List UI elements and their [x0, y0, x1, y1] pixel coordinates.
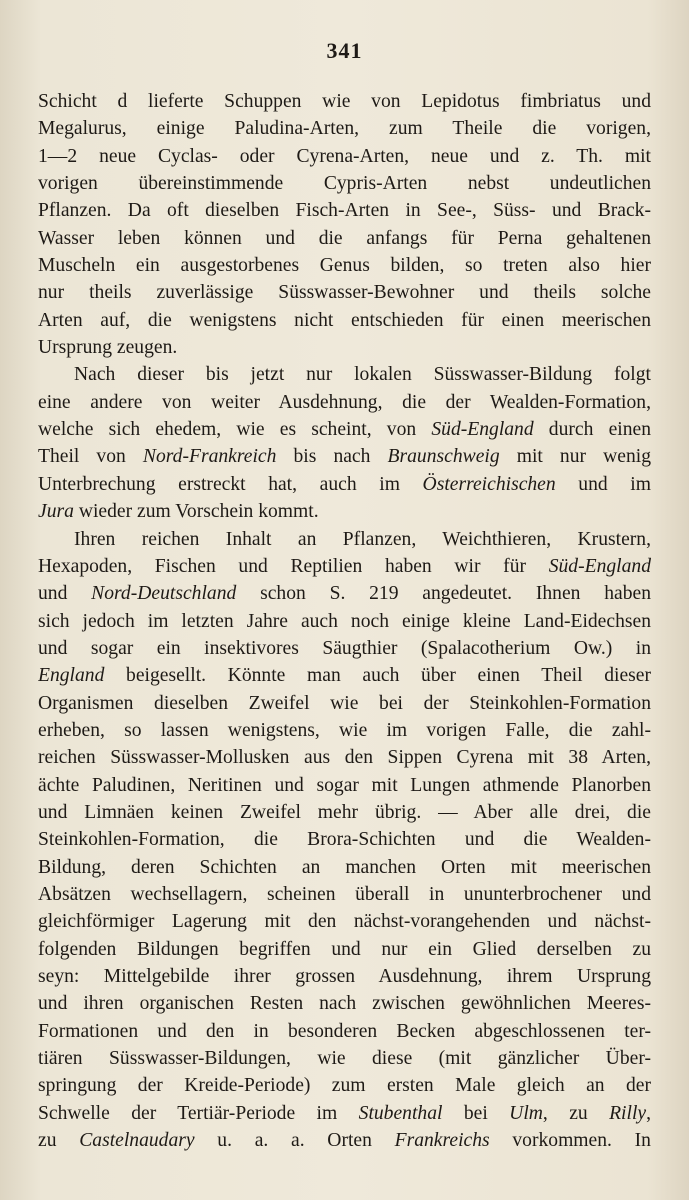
italic-text: Nord-Frankreich	[142, 446, 277, 468]
text-line	[38, 225, 651, 252]
text-run: u. a. a. Orten	[194, 1130, 395, 1152]
italic-text: Stubenthal	[358, 1102, 443, 1124]
text-line	[38, 799, 651, 826]
paragraph	[38, 361, 651, 525]
text-line	[38, 826, 651, 853]
text-run: bei	[442, 1102, 510, 1124]
text-run: ,	[646, 1102, 651, 1124]
text-run: folgenden Bildungen begriffen und nur ein Glied derselben zu	[38, 938, 651, 960]
text-line	[38, 717, 651, 744]
text-run: und ihren organischen Resten nach zwischen gewöhnlichen Meeres-	[38, 993, 651, 1015]
text-run: und	[38, 583, 92, 605]
text-run: tiären Süsswasser-Bildungen, wie diese (mit gänzlicher Über-	[38, 1048, 651, 1070]
text-run: gleichförmiger Lagerung mit den nächst-vorangehenden und nächst-	[38, 911, 651, 933]
text-run: Wasser leben können und die anfangs für Perna gehaltenen	[38, 227, 651, 249]
text-line	[38, 963, 651, 990]
text-run: sich jedoch im letzten Jahre auch noch einige kleine Land-Eidechsen	[38, 610, 651, 632]
text-line	[38, 744, 651, 771]
paragraph	[38, 88, 651, 361]
text-line	[38, 416, 651, 443]
text-run: und im	[555, 473, 651, 495]
text-run: Ursprung zeugen.	[38, 337, 178, 359]
text-line	[38, 115, 651, 142]
italic-text: Braunschweig	[387, 446, 500, 468]
text-line	[38, 526, 651, 553]
text-run: erheben, so lassen wenigstens, wie im vorigen Falle, die zahl-	[38, 719, 651, 741]
text-run: schon S. 219 angedeutet. Ihnen haben	[236, 583, 651, 605]
text-line	[38, 334, 651, 361]
text-run: Bildung, deren Schichten an manchen Orten mit meerischen	[38, 856, 651, 878]
text-line	[38, 197, 651, 224]
italic-text: England	[38, 665, 105, 687]
text-run: Organismen dieselben Zweifel wie bei der Steinkohlen-Formation	[38, 692, 651, 714]
text-line	[38, 580, 651, 607]
italic-text: Süd-England	[548, 555, 651, 577]
text-run: vorkommen. In	[489, 1130, 651, 1152]
italic-text: Jura	[38, 501, 74, 523]
text-run: und Limnäen keinen Zweifel mehr übrig. — Aber alle drei, die	[38, 801, 651, 823]
text-line	[38, 88, 651, 115]
text-run: seyn: Mittelgebilde ihrer grossen Ausdehnung, ihrem Ursprung	[38, 966, 651, 987]
text-run: vorigen übereinstimmende Cypris-Arten nebst undeutlichen	[38, 173, 651, 195]
text-line	[38, 307, 651, 334]
text-line	[38, 608, 651, 635]
text-run: durch einen	[533, 419, 651, 441]
text-run: Formationen und den in besonderen Becken abgeschlossenen ter-	[38, 1020, 651, 1042]
text-run: 1—2 neue Cyclas- oder Cyrena-Arten, neue und z. Th. mit	[38, 145, 651, 167]
text-line	[38, 252, 651, 279]
text-run: wieder zum Vorschein kommt.	[73, 501, 319, 523]
text-line	[38, 881, 651, 908]
text-run: Steinkohlen-Formation, die Brora-Schichten und die Wealden-	[38, 829, 651, 851]
text-line	[38, 990, 651, 1017]
italic-text: Österreichischen	[422, 473, 556, 495]
text-line	[38, 1072, 651, 1099]
text-run: welche sich ehedem, wie es scheint, von	[38, 419, 432, 441]
text-line	[38, 1018, 651, 1045]
text-line	[38, 772, 651, 799]
text-run: Megalurus, einige Paludina-Arten, zum Theile die vorigen,	[38, 118, 651, 140]
italic-text: Süd-England	[431, 419, 534, 441]
text-line	[38, 1127, 651, 1154]
text-run: und sogar ein insektivores Säugthier (Spalacotherium Ow.) in	[38, 637, 651, 659]
text-run: Schicht d lieferte Schuppen wie von Lepidotus fimbriatus und	[38, 91, 651, 112]
text-run: zu	[38, 1130, 80, 1152]
italic-text: Rilly	[609, 1102, 647, 1124]
text-line	[38, 361, 651, 388]
text-run: eine andere von weiter Ausdehnung, die der Wealden-Formation,	[38, 391, 651, 413]
text-line	[38, 143, 651, 170]
text-line	[38, 662, 651, 689]
text-line	[38, 854, 651, 881]
text-run: springung der Kreide-Periode) zum ersten Male gleich an der	[38, 1075, 651, 1097]
text-run: Ihren reichen Inhalt an Pflanzen, Weichthieren, Krustern,	[74, 528, 651, 550]
text-line	[38, 936, 651, 963]
text-line	[38, 690, 651, 717]
text-run: Absätzen wechsellagern, scheinen überall in ununterbrochener und	[38, 883, 651, 905]
text-run: bis nach	[276, 446, 388, 468]
italic-text: Ulm	[509, 1102, 543, 1124]
text-run: beigesellt. Könnte man auch über einen Theil dieser	[104, 665, 651, 687]
text-run: Theil von	[38, 446, 143, 468]
body-text	[38, 88, 651, 1154]
paragraph	[38, 526, 651, 1155]
text-run: Nach dieser bis jetzt nur lokalen Süsswasser-Bildung folgt	[74, 364, 651, 386]
text-line	[38, 635, 651, 662]
italic-text: Nord-Deutschland	[91, 583, 237, 605]
text-run: reichen Süsswasser-Mollusken aus den Sippen Cyrena mit 38 Arten,	[38, 747, 651, 769]
text-line	[38, 1100, 651, 1127]
text-line	[38, 553, 651, 580]
text-run: , zu	[542, 1102, 610, 1124]
text-line	[38, 389, 651, 416]
page-number: 341	[326, 38, 363, 63]
text-run: nur theils zuverlässige Süsswasser-Bewohner und theils solche	[38, 282, 651, 304]
text-line	[38, 170, 651, 197]
text-line	[38, 279, 651, 306]
text-line	[38, 908, 651, 935]
italic-text: Castelnaudary	[79, 1130, 195, 1152]
text-run: Unterbrechung erstreckt hat, auch im	[38, 473, 423, 495]
text-run: Arten auf, die wenigstens nicht entschieden für einen meerischen	[38, 309, 651, 331]
text-run: Pflanzen. Da oft dieselben Fisch-Arten in See-, Süss- und Brack-	[38, 200, 651, 222]
text-line	[38, 498, 651, 525]
text-run: Muscheln ein ausgestorbenes Genus bilden, so treten also hier	[38, 255, 651, 277]
text-line	[38, 471, 651, 498]
text-run: Schwelle der Tertiär-Periode im	[38, 1102, 359, 1124]
text-line	[38, 1045, 651, 1072]
text-run: mit nur wenig	[499, 446, 651, 468]
text-run: Hexapoden, Fischen und Reptilien haben wir für	[38, 555, 549, 577]
text-line	[38, 443, 651, 470]
italic-text: Frankreichs	[394, 1130, 490, 1152]
text-run: ächte Paludinen, Neritinen und sogar mit Lungen athmende Planorben	[38, 774, 651, 796]
